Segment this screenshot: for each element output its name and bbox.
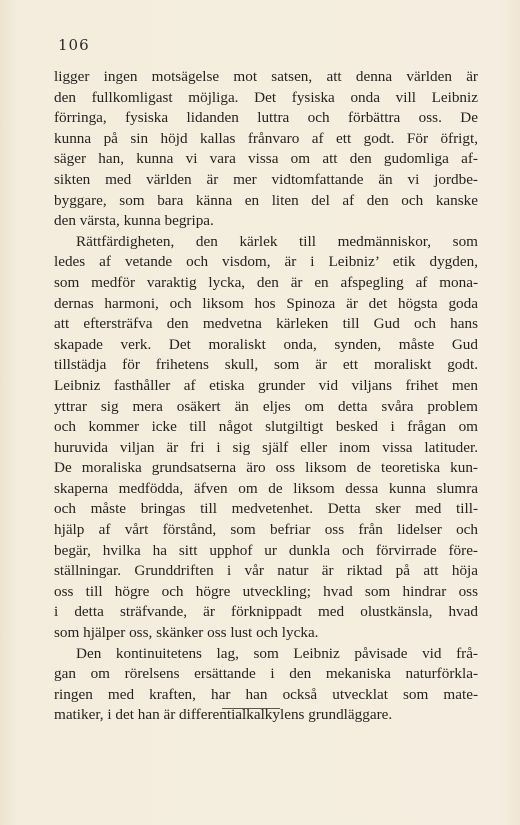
text-line: som hjälper oss, skänker oss lust och lycka. (54, 624, 319, 642)
text-line: ringen med kraften, har han också utvecklat som mate- (54, 685, 478, 703)
text-line: byggare, som bara känna en liten del af den och kanske (54, 191, 478, 209)
text-line: och kommer icke till något slutgiltigt besked i frågan om (54, 418, 478, 436)
text-line: kunna på sin höjd kallas frånvaro af ett godt. För öfrigt, (54, 129, 478, 147)
text-line: Den kontinuitetens lag, som Leibniz påvisade vid frå- (76, 644, 478, 662)
text-line: sikten med världen är mer vidtomfattande än vi jordbe- (54, 170, 478, 188)
text-line: Leibniz fasthåller af etiska grunder vid viljans frihet men (54, 376, 478, 394)
text-line: gan om rörelsens ersättande i den mekaniska naturförkla- (54, 665, 478, 683)
text-line: hjälp af vårt förstånd, som befriar oss från lidelser och (54, 521, 478, 539)
text-line: ledes af vetande och visdom, är i Leibniz’ etik dygden, (54, 253, 478, 271)
text-line: skapade verk. Det moraliskt onda, synden, måste Gud (54, 335, 478, 353)
text-line: skaperna medfödda, äfven om de liksom dessa kunna slumra (54, 479, 478, 497)
text-line: i detta sträfvande, är förknippadt med olustkänsla, hvad (54, 603, 478, 621)
text-line: yttrar sig mera osäkert än eljes om detta svåra problem (54, 397, 478, 415)
text-line: begär, hvilka ha sitt upphof ur dunkla och förvirrade före- (54, 541, 478, 559)
body-text (54, 67, 478, 726)
text-line: säger han, kunna vi vara vissa om att den gudomliga af- (54, 150, 478, 168)
text-line: förringa, fysiska lidanden luttra och förbättra oss. De (54, 109, 478, 127)
text-line: oss till högre och högre utveckling; hvad som hindrar oss (54, 582, 478, 600)
text-line: den värsta, kunna begripa. (54, 212, 214, 230)
text-line: huruvida viljan är fri i sig själf eller inom vissa latituder. (54, 438, 478, 456)
text-line: att eftersträfva den medvetna kärleken till Gud och hans (54, 315, 478, 333)
text-line: den fullkomligast möjliga. Det fysiska onda vill Leibniz (54, 88, 478, 106)
text-line: Rättfärdigheten, den kärlek till medmänniskor, som (76, 232, 478, 250)
text-line: dernas harmoni, och liksom hos Spinoza är det högsta goda (54, 294, 478, 312)
section-divider-rule (222, 708, 280, 709)
text-line: ställningar. Grunddriften i vår natur är riktad på att höja (54, 562, 478, 580)
text-line: tillstädja för frihetens skull, som är ett moraliskt godt. (54, 356, 478, 374)
text-line: som medför varaktig lycka, den är en afspegling af mona- (54, 273, 478, 291)
page-number: 106 (58, 36, 90, 54)
text-line: De moraliska grundsatserna äro oss liksom de teoretiska kun- (54, 459, 478, 477)
text-line: matiker, i det han är differentialkalkylens grundläggare. (54, 706, 393, 724)
text-line: ligger ingen motsägelse mot satsen, att denna världen är (54, 68, 478, 85)
text-line: och måste bringas till medvetenhet. Detta sker med till- (54, 500, 478, 518)
